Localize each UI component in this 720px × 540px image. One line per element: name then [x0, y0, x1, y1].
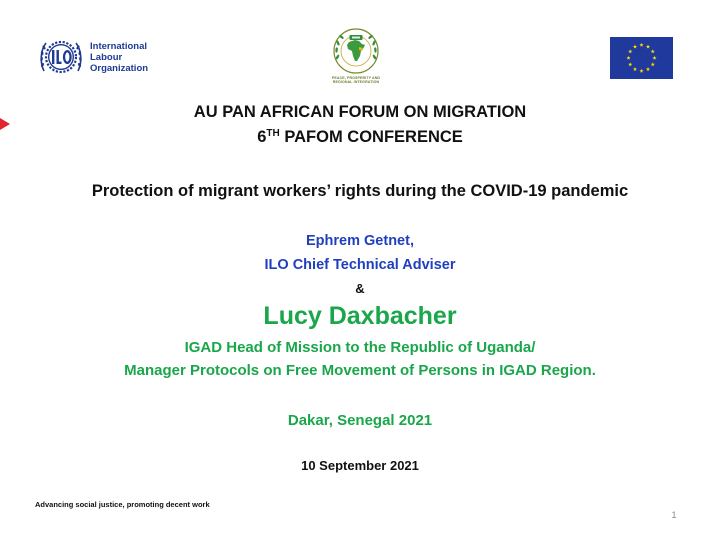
presentation-topic: Protection of migrant workers’ rights during the COVID-19 pandemic — [91, 182, 629, 200]
ilo-name — [90, 41, 148, 74]
presenter-role-1: ILO Chief Technical Adviser — [264, 257, 456, 273]
igad-logo — [325, 27, 387, 87]
presenter-name-1: Ephrem Getnet, — [306, 233, 414, 249]
igad-tagline-line: PEACE, PROSPERITY AND — [331, 76, 381, 80]
conference-title: AU PAN AFRICAN FORUM ON MIGRATION — [193, 103, 527, 121]
ilo-name-line: Organization — [90, 62, 149, 74]
ilo-name-line: Labour — [90, 51, 123, 63]
igad-tagline-line: REGIONAL INTEGRATION — [332, 80, 380, 84]
ordinal-suffix: TH — [266, 128, 280, 139]
venue: Dakar, Senegal 2021 — [287, 412, 433, 429]
footer-slogan: Advancing social justice, promoting decent work — [35, 500, 210, 509]
ilo-name-line: International — [90, 40, 148, 52]
presenter-connector: & — [355, 281, 365, 296]
event-date: 10 September 2021 — [301, 458, 419, 473]
ilo-logo — [38, 37, 158, 77]
igad-tagline — [325, 76, 387, 84]
presenter-role-2-line-2: Manager Protocols on Free Movement of Persons in IGAD Region. — [124, 362, 596, 379]
ilo-emblem-icon — [38, 37, 84, 77]
eu-flag-icon — [610, 37, 673, 79]
conference-name: PAFOM CONFERENCE — [279, 128, 463, 146]
presenter-name-2: Lucy Daxbacher — [263, 302, 457, 330]
page-number: 1 — [671, 510, 677, 520]
presenter-role-2-line-1: IGAD Head of Mission to the Republic of Uganda/ — [184, 339, 536, 356]
igad-emblem-icon — [332, 27, 380, 75]
conference-number: 6 — [257, 128, 267, 146]
conference-subtitle — [0, 128, 720, 147]
